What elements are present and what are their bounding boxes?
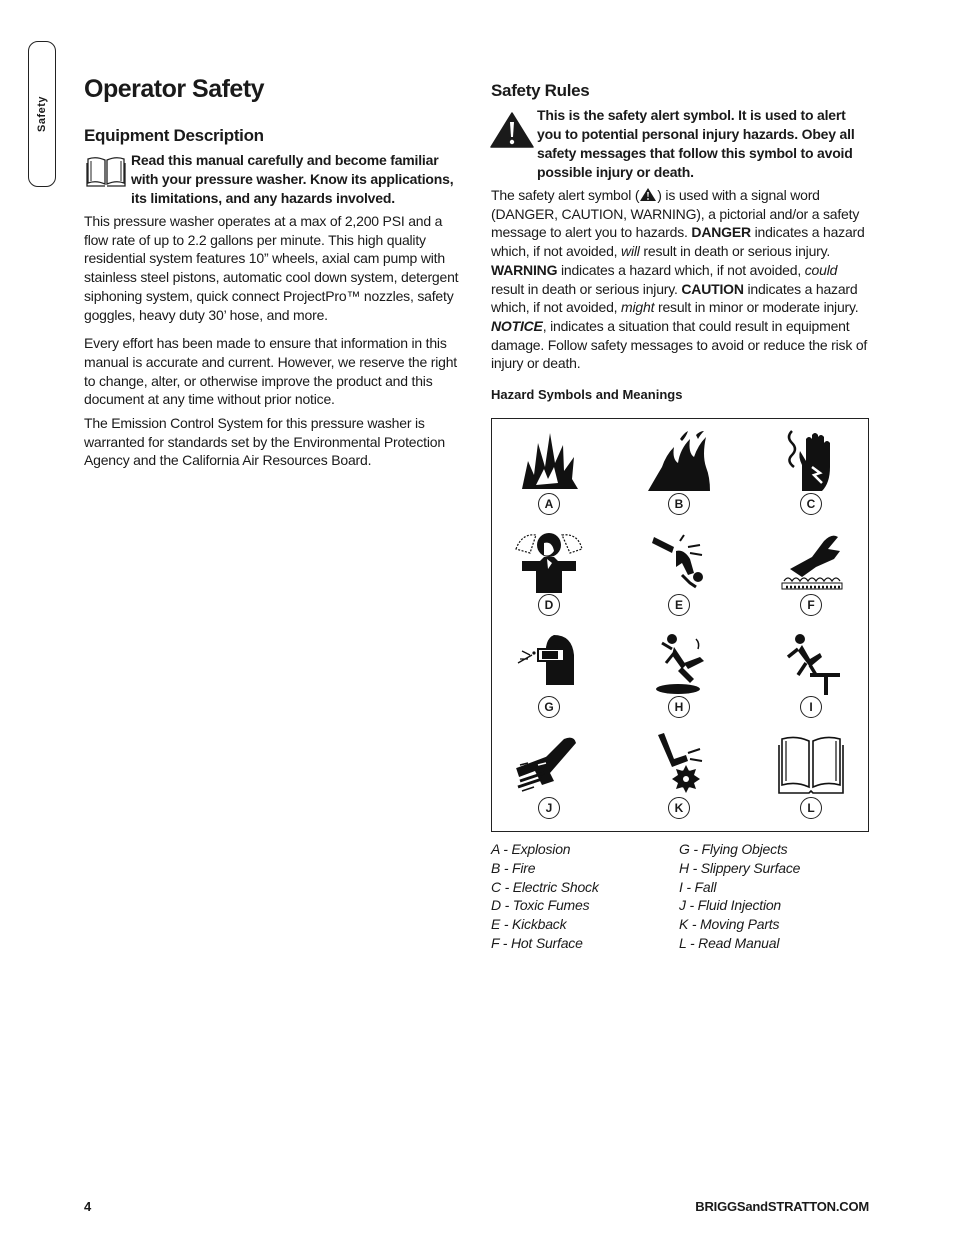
legend-item: E - Kickback <box>491 916 567 933</box>
legend-item: K - Moving Parts <box>679 916 780 933</box>
safety-alert-note: This is the safety alert symbol. It is used to alert you to potential personal injury hazards. Obey all safety messages that follow this symbol to avoid possible injury or death. <box>537 107 855 180</box>
hazard-letter: A <box>538 493 560 515</box>
hazard-symbols-title: Hazard Symbols and Meanings <box>491 387 683 402</box>
fluid-injection-icon <box>514 729 584 799</box>
website-link[interactable]: BRIGGSandSTRATTON.COM <box>695 1199 869 1214</box>
page-number: 4 <box>84 1199 92 1214</box>
hazard-letter: I <box>800 696 822 718</box>
equipment-heading: Equipment Description <box>84 126 264 145</box>
paragraph: The Emission Control System for this pressure washer is warranted for standards set by the Environmental Protection Agency and the California Air Resources Board. <box>84 415 445 469</box>
read-manual-icon <box>776 729 846 799</box>
hazard-letter: C <box>800 493 822 515</box>
paragraph: This pressure washer operates at a max of 2,200 PSI and a flow rate of up to 2.2 gallons per minute. This high quality residential system features 10” wheels, axial cam pump with stainless steel pistons, automatic cool down system, detergent siphoning system, quick connect ProjectPro™ nozzles, safety goggles, heavy duty 30’ hose, and more. <box>84 213 459 323</box>
legend-item: B - Fire <box>491 859 536 876</box>
hazard-letter: G <box>538 696 560 718</box>
side-tab-label: Safety <box>36 95 48 133</box>
safety-rules-heading: Safety Rules <box>491 81 590 100</box>
legend-item: L - Read Manual <box>679 934 780 951</box>
legend-item: F - Hot Surface <box>491 934 583 951</box>
hot-surface-icon <box>776 527 846 597</box>
hazard-letter: L <box>800 797 822 819</box>
section-side-tab <box>28 41 56 187</box>
hazard-legend-left <box>491 840 599 953</box>
hazard-letter: H <box>668 696 690 718</box>
hazard-letter: J <box>538 797 560 819</box>
legend-item: J - Fluid Injection <box>679 897 782 914</box>
equipment-description-body <box>84 212 462 470</box>
legend-item: I - Fall <box>679 878 717 895</box>
safety-alert-icon <box>490 111 534 149</box>
hazard-letter: E <box>668 594 690 616</box>
legend-item: C - Electric Shock <box>491 878 599 895</box>
legend-item: D - Toxic Fumes <box>491 897 590 914</box>
moving-parts-icon <box>644 729 714 799</box>
explosion-icon <box>514 427 584 497</box>
electric-shock-icon <box>776 427 846 497</box>
inline-alert-icon <box>639 187 657 202</box>
hazard-symbols-grid <box>491 418 869 832</box>
hazard-letter: F <box>800 594 822 616</box>
kickback-icon <box>644 527 714 597</box>
book-icon <box>86 155 126 187</box>
signal-words-paragraph: The safety alert symbol ( ) is used with a signal word (DANGER, CAUTION, WARNING), a pictorial and/or a safety message to alert you to hazards. DANGER indicates a hazard which, if not avoided, will result in death or serious injury. WARNING indicates a hazard which, if not avoided, could result in death or serious injury. CAUTION indicates a hazard which, if not avoided, might result in minor or moderate injury. NOTICE, indicates a situation that could result in equipment damage. Follow safety messages to avoid or reduce the risk of injury or death. <box>491 187 868 372</box>
legend-item: G - Flying Objects <box>679 841 788 857</box>
hazard-letter: B <box>668 493 690 515</box>
hazard-letter: D <box>538 594 560 616</box>
hazard-legend-right <box>679 840 800 953</box>
page-title: Operator Safety <box>84 75 265 103</box>
fire-icon <box>644 427 714 497</box>
slippery-surface-icon <box>644 629 714 699</box>
toxic-fumes-icon <box>514 527 584 597</box>
paragraph: Every effort has been made to ensure that information in this manual is accurate and current. However, we reserve the right to change, alter, or otherwise improve the product and this document at any time without prior notice. <box>84 335 457 408</box>
fall-icon <box>776 629 846 699</box>
read-manual-note: Read this manual carefully and become familiar with your pressure washer. Know its applications, its limitations, and any hazards involved. <box>131 152 454 206</box>
legend-item: A - Explosion <box>491 841 571 857</box>
hazard-letter: K <box>668 797 690 819</box>
flying-objects-icon <box>514 629 584 699</box>
legend-item: H - Slippery Surface <box>679 859 801 876</box>
